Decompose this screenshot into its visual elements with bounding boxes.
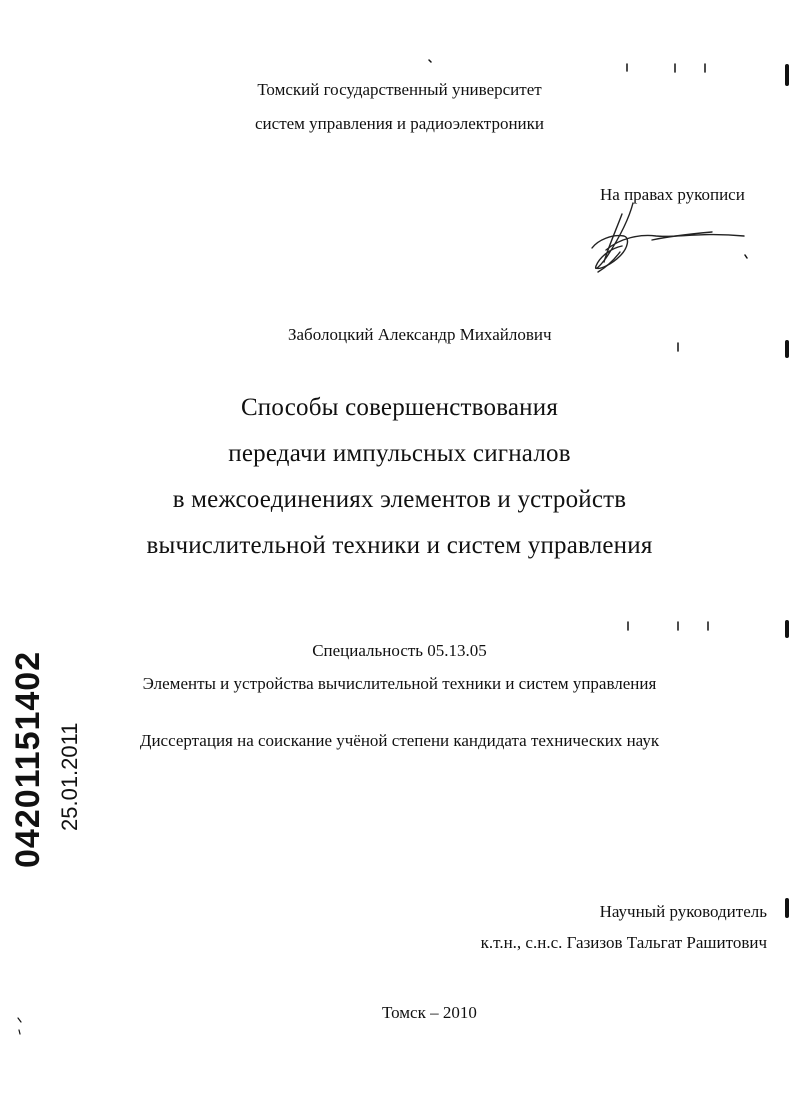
manuscript-rights-note: На правах рукописи xyxy=(600,185,745,204)
library-stamp xyxy=(10,643,86,868)
supervisor-label: Научный руководитель xyxy=(599,902,767,921)
author-name: Заболоцкий Александр Михайлович xyxy=(288,325,552,344)
title-line-4: вычислительной техники и систем управления xyxy=(146,532,653,559)
title-line-3: в межсоединениях элементов и устройств xyxy=(172,486,627,513)
handwritten-signature xyxy=(592,203,744,272)
title-line-2: передачи импульсных сигналов xyxy=(228,440,571,467)
specialty-code: Специальность 05.13.05 xyxy=(312,641,487,660)
library-stamp-date: 25.01.2011 xyxy=(57,722,82,831)
title-line-1: Способы совершенствования xyxy=(240,394,559,421)
library-stamp-number: 04201151402 xyxy=(9,650,47,868)
supervisor-name: к.т.н., с.н.с. Газизов Тальгат Рашитович xyxy=(480,933,767,952)
degree-statement: Диссертация на соискание учёной степени кандидата технических наук xyxy=(139,731,660,750)
university-name-line1: Томский государственный университет xyxy=(257,80,542,99)
university-name-line2: систем управления и радиоэлектроники xyxy=(255,114,544,133)
city-year: Томск – 2010 xyxy=(382,1003,477,1022)
specialty-name: Элементы и устройства вычислительной техники и систем управления xyxy=(142,674,657,693)
